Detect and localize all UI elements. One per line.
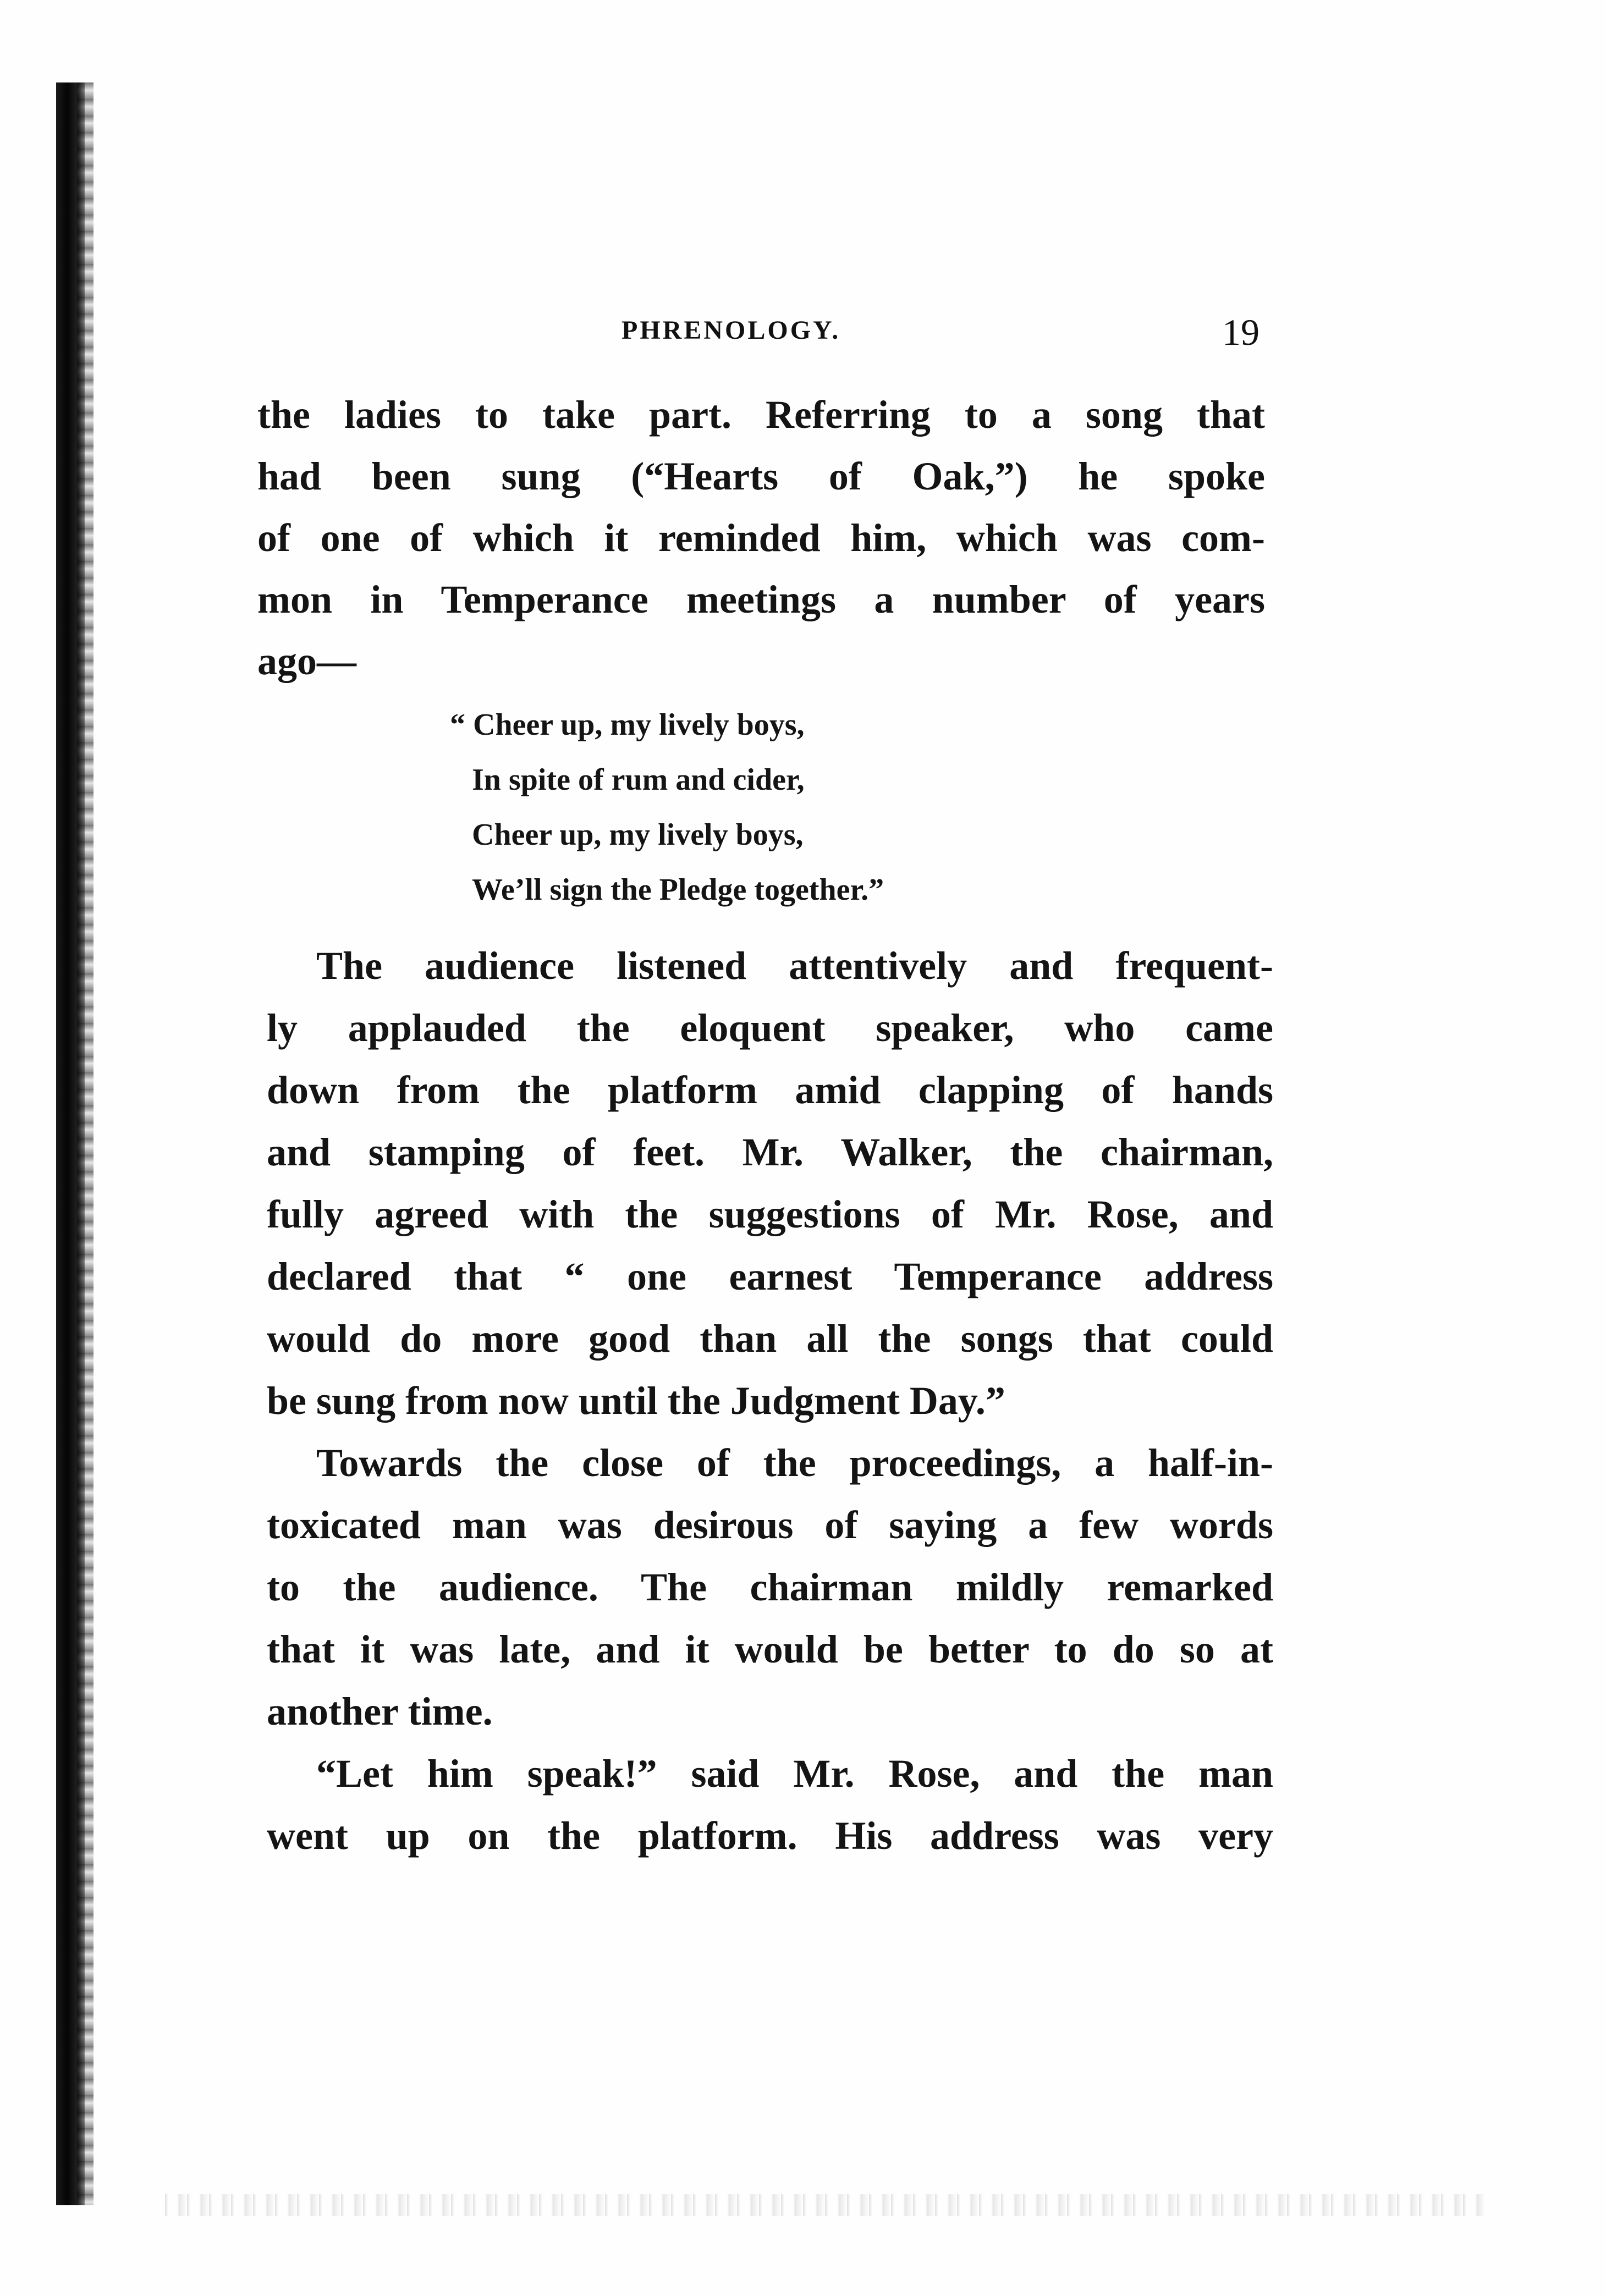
text-line: of one of which it reminded him, which was com-: [257, 516, 1265, 560]
page-number: 19: [1222, 311, 1260, 353]
text-line: fully agreed with the suggestions of Mr. Rose, and: [267, 1192, 1273, 1236]
text-line: toxicated man was desirous of saying a few words: [267, 1503, 1273, 1547]
text-line: another time.: [267, 1689, 493, 1733]
paragraph-let-him-speak: [267, 1743, 1273, 1867]
binding-edge: [56, 82, 85, 2205]
text-line: had been sung (“Hearts of Oak,”) he spoke: [257, 454, 1265, 498]
text-line: be sung from now until the Judgment Day.”: [267, 1379, 1005, 1423]
text-line: would do more good than all the songs that could: [267, 1317, 1273, 1361]
scan-specks: [165, 2194, 1485, 2216]
text-line: declared that “ one earnest Temperance address: [267, 1254, 1273, 1298]
verse-line: Cheer up, my lively boys,: [472, 818, 804, 852]
paragraph-close: [267, 1432, 1273, 1743]
running-head: PHRENOLOGY.: [622, 316, 841, 345]
song-verse: [450, 697, 884, 917]
text-line: down from the platform amid clapping of hands: [267, 1068, 1273, 1112]
text-line: to the audience. The chairman mildly remarked: [267, 1565, 1273, 1609]
verse-line: “ Cheer up, my lively boys,: [450, 708, 805, 742]
text-line: mon in Temperance meetings a number of years: [257, 577, 1265, 621]
verse-line: In spite of rum and cider,: [472, 763, 805, 797]
text-line: The audience listened attentively and frequent-: [316, 944, 1273, 988]
text-line: and stamping of feet. Mr. Walker, the chairman,: [267, 1130, 1273, 1174]
text-line: went up on the platform. His address was very: [267, 1814, 1273, 1858]
page-header: [622, 311, 1260, 355]
opening-text: [257, 384, 1265, 692]
verse-line: We’ll sign the Pledge together.”: [472, 873, 884, 907]
paragraph-audience: [267, 935, 1273, 1432]
text-line: “Let him speak!” said Mr. Rose, and the man: [316, 1752, 1273, 1796]
text-line: ago—: [257, 639, 356, 683]
text-line: the ladies to take part. Referring to a song that: [257, 393, 1265, 437]
text-line: Towards the close of the proceedings, a half-in-: [316, 1441, 1273, 1485]
text-line: ly applauded the eloquent speaker, who came: [267, 1006, 1273, 1050]
text-line: that it was late, and it would be better to do so at: [267, 1627, 1273, 1671]
main-text: [267, 935, 1273, 1867]
